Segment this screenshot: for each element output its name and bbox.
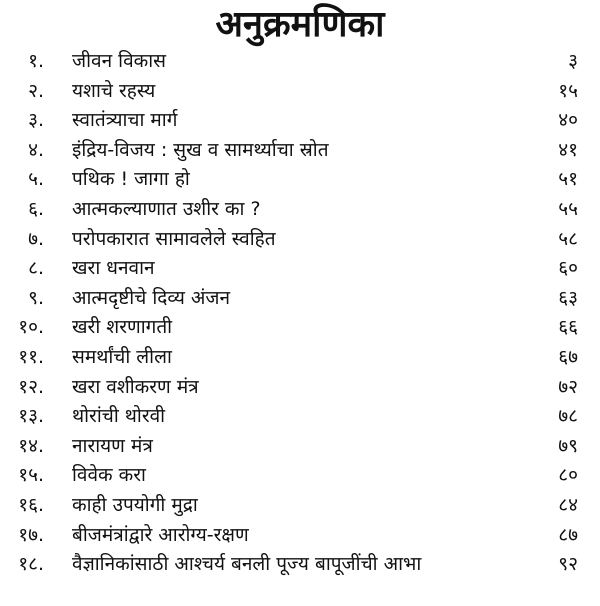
page-title: अनुक्रमणिका: [215, 4, 385, 45]
entry-page-number: ४०: [558, 109, 578, 132]
contents-entry: [0, 165, 600, 195]
contents-entry: [0, 77, 600, 107]
entry-number: १३.: [18, 405, 44, 428]
contents-entry: [0, 195, 600, 225]
contents-entry: [0, 373, 600, 403]
entry-page-number: ८७: [558, 523, 578, 546]
entry-title: परोपकारात सामावलेले स्वहित: [72, 227, 276, 250]
contents-entry: [0, 225, 600, 255]
entry-title: जीवन विकास: [72, 50, 167, 72]
entry-title: स्वातंत्र्याचा मार्ग: [72, 109, 178, 132]
entry-number: ५.: [28, 168, 44, 191]
entry-page-number: ४१: [558, 138, 578, 161]
entry-page-number: ६०: [558, 257, 578, 280]
contents-entry: [0, 461, 600, 491]
entry-title: पथिक ! जागा हो: [72, 168, 190, 191]
entry-title: आत्मदृष्टीचे दिव्य अंजन: [72, 286, 231, 309]
contents-list: [0, 47, 600, 580]
contents-entry: [0, 106, 600, 136]
entry-number: १५.: [18, 464, 44, 487]
entry-page-number: ६६: [558, 316, 578, 339]
entry-page-number: ८४: [558, 493, 578, 516]
entry-title: वैज्ञानिकांसाठी आश्चर्य बनली पूज्य बापूजींची आभा: [72, 553, 422, 576]
entry-page-number: ५५: [558, 197, 578, 220]
entry-number: ११.: [18, 345, 44, 368]
entry-page-number: १५: [558, 79, 578, 102]
contents-entry: [0, 47, 600, 77]
entry-number: १४.: [18, 434, 44, 457]
contents-entry: [0, 136, 600, 166]
entry-title: थोरांची थोरवी: [72, 405, 166, 428]
entry-title: खरा धनवान: [72, 257, 155, 280]
entry-title: नारायण मंत्र: [72, 434, 153, 457]
entry-page-number: ३: [568, 50, 578, 72]
entry-number: ४.: [28, 138, 44, 161]
entry-title: इंद्रिय-विजय : सुख व सामर्थ्याचा स्रोत: [72, 138, 329, 161]
entry-page-number: ५८: [558, 227, 578, 250]
entry-page-number: ८०: [558, 464, 578, 487]
contents-entry: [0, 313, 600, 343]
contents-entry: [0, 402, 600, 432]
entry-number: १८.: [18, 553, 44, 576]
entry-title: काही उपयोगी मुद्रा: [72, 493, 198, 516]
entry-page-number: ७२: [558, 375, 578, 398]
contents-entry: [0, 550, 600, 580]
entry-title: समर्थांची लीला: [72, 345, 172, 368]
contents-entry: [0, 284, 600, 314]
entry-number: ८.: [28, 257, 44, 280]
entry-number: २.: [28, 79, 44, 102]
contents-entry: [0, 254, 600, 284]
entry-title: खरा वशीकरण मंत्र: [72, 375, 199, 398]
entry-number: ३.: [28, 109, 44, 132]
entry-number: १७.: [18, 523, 44, 546]
entry-number: १०.: [18, 316, 44, 339]
entry-title: आत्मकल्याणात उशीर का ?: [72, 197, 261, 220]
entry-title: बीजमंत्रांद्वारे आरोग्य-रक्षण: [72, 523, 249, 546]
entry-page-number: ७९: [558, 434, 578, 457]
entry-title: यशाचे रहस्य: [72, 79, 156, 102]
entry-number: १.: [28, 50, 44, 72]
entry-number: १२.: [18, 375, 44, 398]
contents-entry: [0, 343, 600, 373]
entry-title: विवेक करा: [72, 464, 146, 487]
entry-number: ६.: [28, 197, 44, 220]
entry-number: ७.: [28, 227, 44, 250]
entry-page-number: ६३: [558, 286, 578, 309]
contents-entry: [0, 521, 600, 551]
entry-number: ९.: [28, 286, 44, 309]
entry-page-number: ९२: [558, 553, 578, 576]
entry-page-number: ५१: [558, 168, 578, 191]
entry-title: खरी शरणागती: [72, 316, 173, 339]
entry-page-number: ६७: [558, 345, 578, 368]
entry-number: १६.: [18, 493, 44, 516]
entry-page-number: ७८: [558, 405, 578, 428]
contents-entry: [0, 491, 600, 521]
contents-entry: [0, 432, 600, 462]
